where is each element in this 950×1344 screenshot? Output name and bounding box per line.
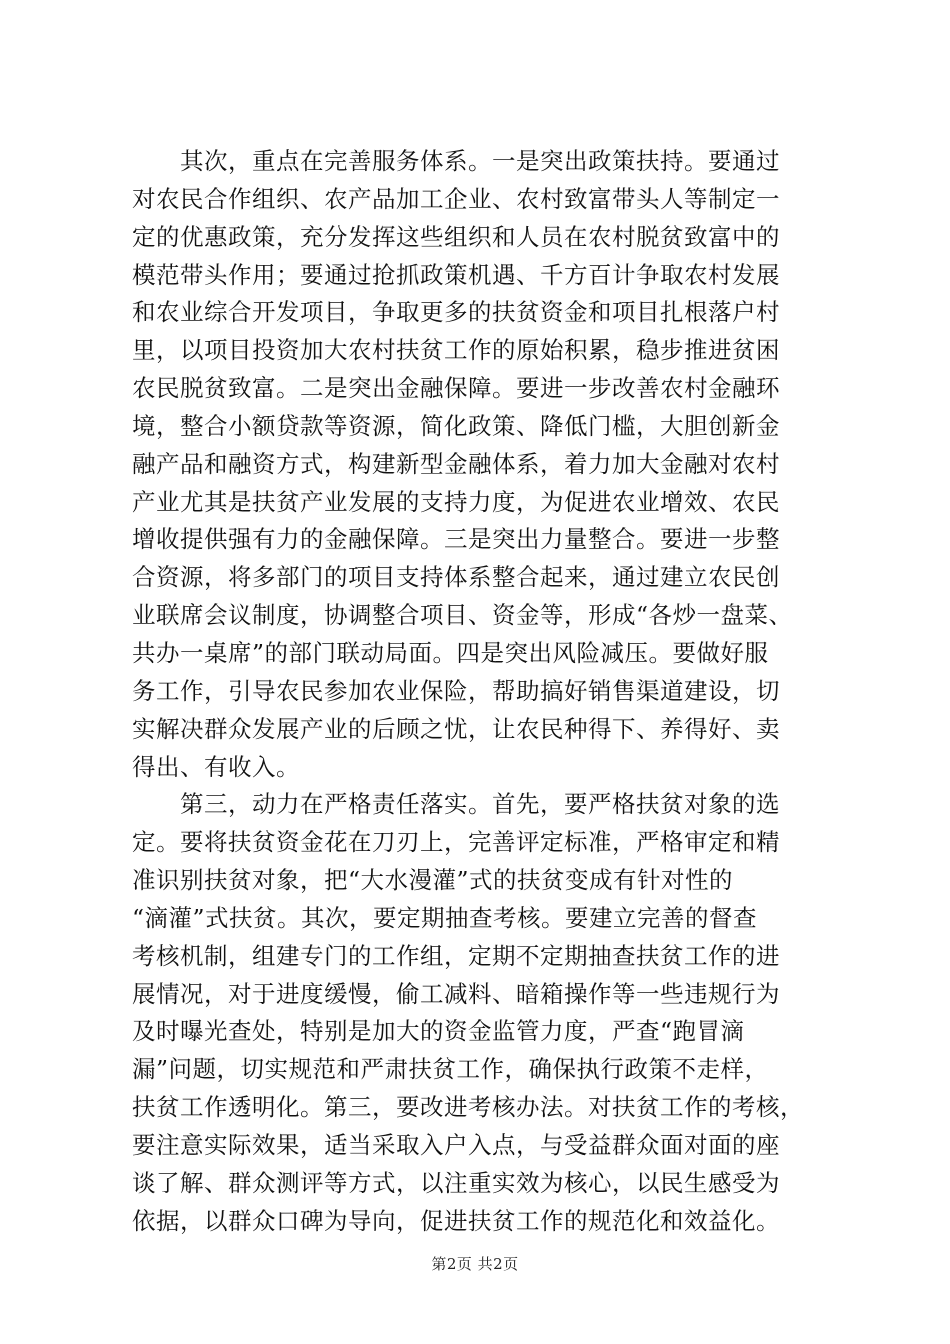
text-line: 扶贫工作透明化。第三，要改进考核办法。对扶贫工作的考核， — [132, 1093, 804, 1122]
text-line: 产业尤其是扶贫产业发展的支持力度，为促进农业增效、农民 — [132, 487, 780, 516]
text-line: 境，整合小额贷款等资源，简化政策、降低门槛，大胆创新金 — [132, 411, 780, 440]
text-line: 农民脱贫致富。二是突出金融保障。要进一步改善农村金融环 — [132, 374, 780, 403]
text-line: 务工作，引导农民参加农业保险，帮助搞好销售渠道建设，切 — [132, 676, 780, 705]
text-line: 对农民合作组织、农产品加工企业、农村致富带头人等制定一 — [132, 184, 780, 213]
text-line: 第三，动力在严格责任落实。首先，要严格扶贫对象的选 — [132, 790, 780, 819]
page-number-footer: 第2页 共2页 — [431, 1255, 519, 1273]
text-line: 定。要将扶贫资金花在刀刃上，完善评定标准，严格审定和精 — [132, 828, 780, 857]
text-line: 谈了解、群众测评等方式，以注重实效为核心，以民生感受为 — [132, 1168, 780, 1197]
text-line: 共办一桌席”的部门联动局面。四是突出风险减压。要做好服 — [132, 638, 769, 667]
body-text — [132, 143, 832, 1240]
text-line: 考核机制，组建专门的工作组，定期不定期抽查扶贫工作的进 — [132, 941, 780, 970]
text-line: 定的优惠政策，充分发挥这些组织和人员在农村脱贫致富中的 — [132, 222, 780, 251]
text-line: 漏”问题，切实规范和严肃扶贫工作，确保执行政策不走样， — [132, 1055, 769, 1084]
text-line: 合资源，将多部门的项目支持体系整合起来，通过建立农民创 — [132, 563, 780, 592]
text-line: 依据，以群众口碑为导向，促进扶贫工作的规范化和效益化。 — [132, 1206, 780, 1235]
text-line: 模范带头作用；要通过抢抓政策机遇、千方百计争取农村发展 — [132, 260, 780, 289]
text-line: 展情况，对于进度缓慢，偷工减料、暗箱操作等一些违规行为 — [132, 979, 780, 1008]
text-line: 和农业综合开发项目，争取更多的扶贫资金和项目扎根落户村 — [132, 298, 780, 327]
text-line: 里，以项目投资加大农村扶贫工作的原始积累，稳步推进贫困 — [132, 336, 780, 365]
text-line: 及时曝光查处，特别是加大的资金监管力度，严查“跑冒滴 — [132, 1017, 745, 1046]
text-line: 要注意实际效果，适当采取入户入点，与受益群众面对面的座 — [132, 1130, 780, 1159]
text-line: 实解决群众发展产业的后顾之忧，让农民种得下、养得好、卖 — [132, 714, 780, 743]
text-line: 增收提供强有力的金融保障。三是突出力量整合。要进一步整 — [132, 525, 780, 554]
text-line: “滴灌”式扶贫。其次，要定期抽查考核。要建立完善的督查 — [132, 903, 758, 932]
text-line: 业联席会议制度，协调整合项目、资金等，形成“各炒一盘菜、 — [132, 601, 793, 630]
text-line: 准识别扶贫对象，把“大水漫灌”式的扶贫变成有针对性的 — [132, 866, 734, 895]
text-line: 融产品和融资方式，构建新型金融体系，着力加大金融对农村 — [132, 449, 780, 478]
text-line: 得出、有收入。 — [132, 752, 300, 781]
text-line: 其次，重点在完善服务体系。一是突出政策扶持。要通过 — [132, 147, 780, 175]
